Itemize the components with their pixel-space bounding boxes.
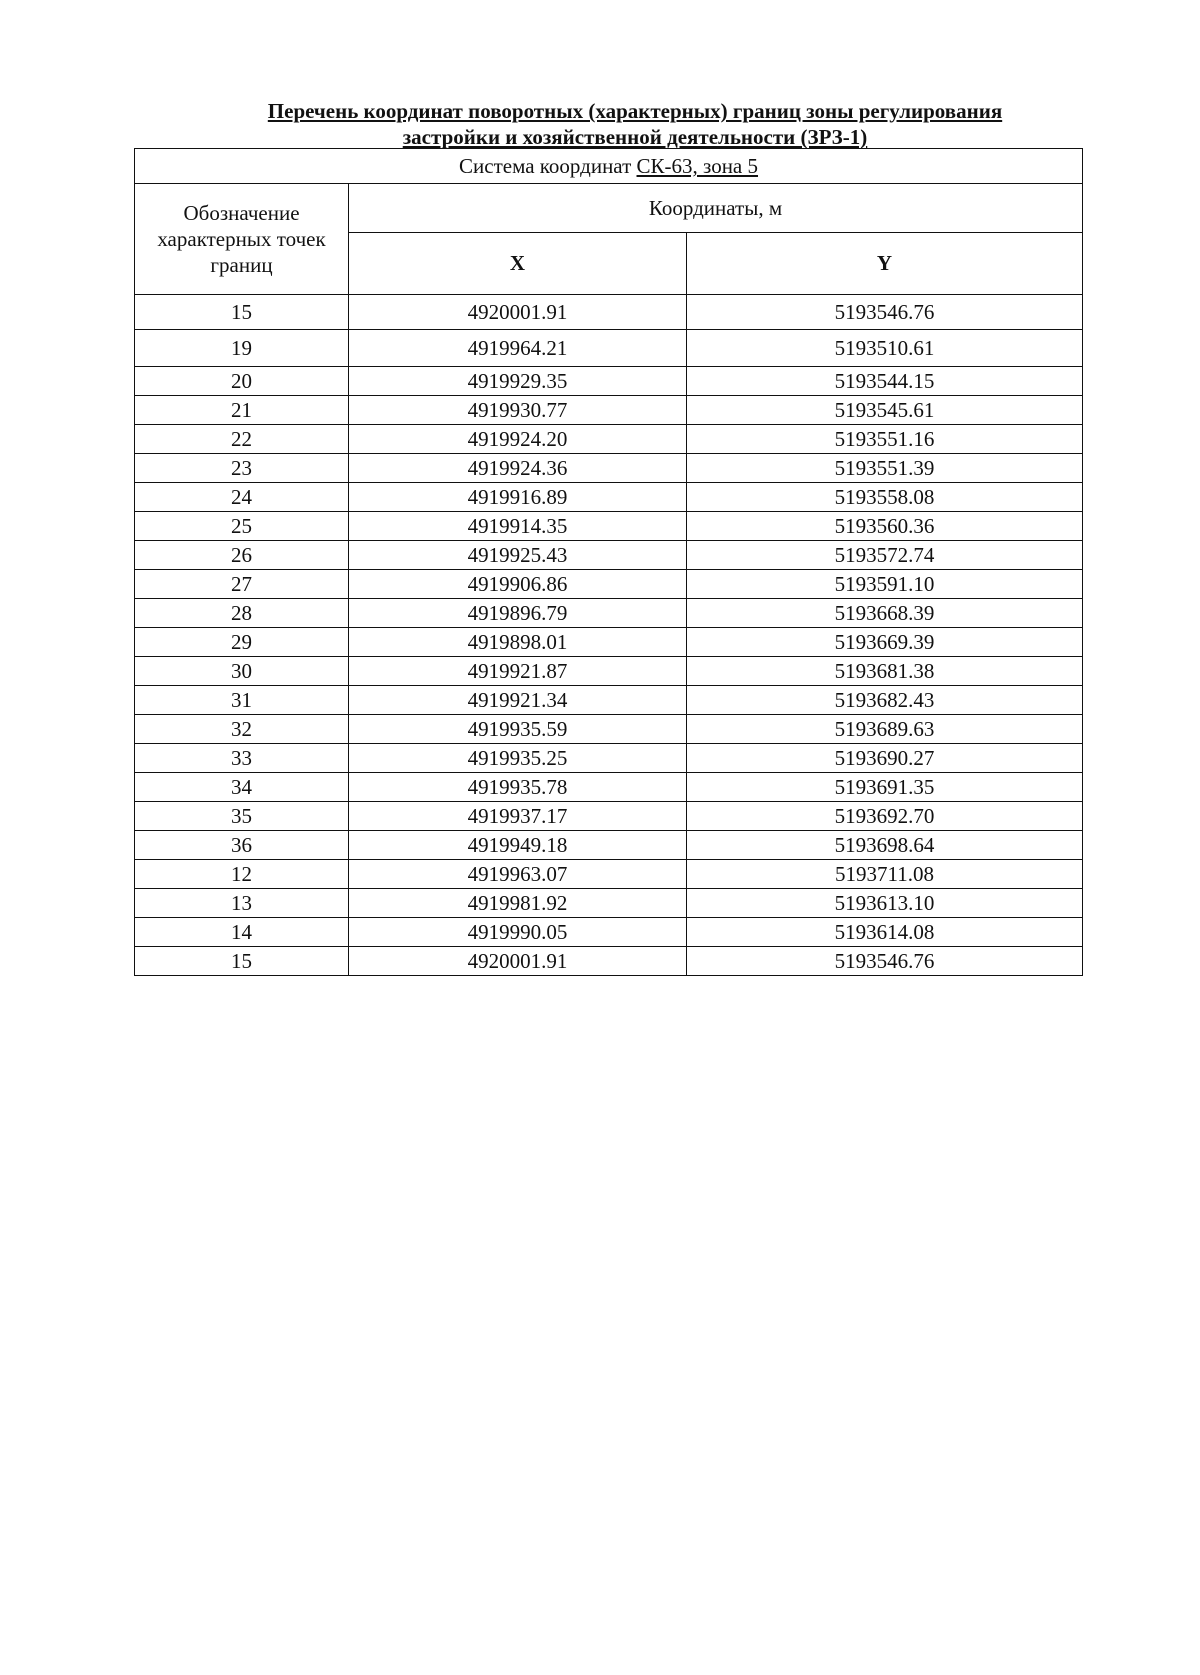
y-cell: 5193560.36 [687,512,1083,541]
table-row [135,889,1083,918]
table-row [135,860,1083,889]
table-row [135,686,1083,715]
table-row [135,744,1083,773]
y-cell: 5193545.61 [687,396,1083,425]
x-cell: 4919914.35 [349,512,687,541]
table-row [135,628,1083,657]
point-cell: 12 [135,860,349,889]
table-row [135,802,1083,831]
x-cell: 4919898.01 [349,628,687,657]
y-cell: 5193572.74 [687,541,1083,570]
y-cell: 5193510.61 [687,330,1083,367]
coordinate-system-name: СК-63, зона 5 [636,154,759,178]
point-cell: 24 [135,483,349,512]
y-cell: 5193669.39 [687,628,1083,657]
point-cell: 32 [135,715,349,744]
x-cell: 4919929.35 [349,367,687,396]
point-cell: 29 [135,628,349,657]
x-cell: 4919916.89 [349,483,687,512]
y-cell: 5193681.38 [687,657,1083,686]
table-row [135,570,1083,599]
x-cell: 4919906.86 [349,570,687,599]
y-cell: 5193682.43 [687,686,1083,715]
coordinates-table [134,148,1083,976]
x-cell: 4920001.91 [349,947,687,976]
table-body [135,295,1083,976]
y-cell: 5193692.70 [687,802,1083,831]
y-cell: 5193546.76 [687,947,1083,976]
table-row [135,918,1083,947]
table-row [135,454,1083,483]
y-cell: 5193691.35 [687,773,1083,802]
y-cell: 5193546.76 [687,295,1083,330]
x-cell: 4919930.77 [349,396,687,425]
point-cell: 20 [135,367,349,396]
y-cell: 5193690.27 [687,744,1083,773]
point-cell: 19 [135,330,349,367]
coordinate-system-prefix: Система координат [459,154,637,178]
x-header: X [349,232,687,294]
y-cell: 5193689.63 [687,715,1083,744]
point-cell: 14 [135,918,349,947]
point-cell: 33 [135,744,349,773]
table-row [135,657,1083,686]
point-cell: 23 [135,454,349,483]
point-cell: 26 [135,541,349,570]
y-cell: 5193613.10 [687,889,1083,918]
x-cell: 4919935.78 [349,773,687,802]
point-cell: 34 [135,773,349,802]
y-cell: 5193551.39 [687,454,1083,483]
table-row [135,715,1083,744]
table-row [135,396,1083,425]
x-cell: 4919921.87 [349,657,687,686]
y-cell: 5193558.08 [687,483,1083,512]
y-cell: 5193551.16 [687,425,1083,454]
point-cell: 30 [135,657,349,686]
x-cell: 4919935.59 [349,715,687,744]
table-row [135,330,1083,367]
point-cell: 13 [135,889,349,918]
table-row [135,425,1083,454]
point-cell: 27 [135,570,349,599]
table-row [135,773,1083,802]
table-row [135,599,1083,628]
title-line-2: застройки и хозяйственной деятельности (ЗРЗ-1) [402,125,868,149]
x-cell: 4919935.25 [349,744,687,773]
x-cell: 4919921.34 [349,686,687,715]
x-cell: 4919990.05 [349,918,687,947]
point-cell: 36 [135,831,349,860]
x-cell: 4919896.79 [349,599,687,628]
point-cell: 21 [135,396,349,425]
x-cell: 4919924.36 [349,454,687,483]
y-cell: 5193711.08 [687,860,1083,889]
y-cell: 5193698.64 [687,831,1083,860]
point-cell: 22 [135,425,349,454]
y-header: Y [687,232,1083,294]
table-row [135,367,1083,396]
x-cell: 4919963.07 [349,860,687,889]
point-cell: 28 [135,599,349,628]
x-cell: 4919981.92 [349,889,687,918]
x-cell: 4919924.20 [349,425,687,454]
table-row [135,947,1083,976]
point-cell: 31 [135,686,349,715]
table-row [135,541,1083,570]
y-cell: 5193668.39 [687,599,1083,628]
y-cell: 5193544.15 [687,367,1083,396]
document-title [200,98,1070,150]
title-line-1: Перечень координат поворотных (характерных) границ зоны регулирования [267,99,1003,123]
designation-header: Обозначение характерных точек границ [135,184,349,295]
point-cell: 15 [135,947,349,976]
x-cell: 4920001.91 [349,295,687,330]
y-cell: 5193614.08 [687,918,1083,947]
coordinate-system-cell [135,149,1083,184]
coordinates-header: Координаты, м [349,184,1083,233]
x-cell: 4919964.21 [349,330,687,367]
point-cell: 35 [135,802,349,831]
point-cell: 25 [135,512,349,541]
x-cell: 4919937.17 [349,802,687,831]
table-row [135,295,1083,330]
table-row [135,512,1083,541]
x-cell: 4919949.18 [349,831,687,860]
table-row [135,483,1083,512]
x-cell: 4919925.43 [349,541,687,570]
y-cell: 5193591.10 [687,570,1083,599]
point-cell: 15 [135,295,349,330]
table-row [135,831,1083,860]
